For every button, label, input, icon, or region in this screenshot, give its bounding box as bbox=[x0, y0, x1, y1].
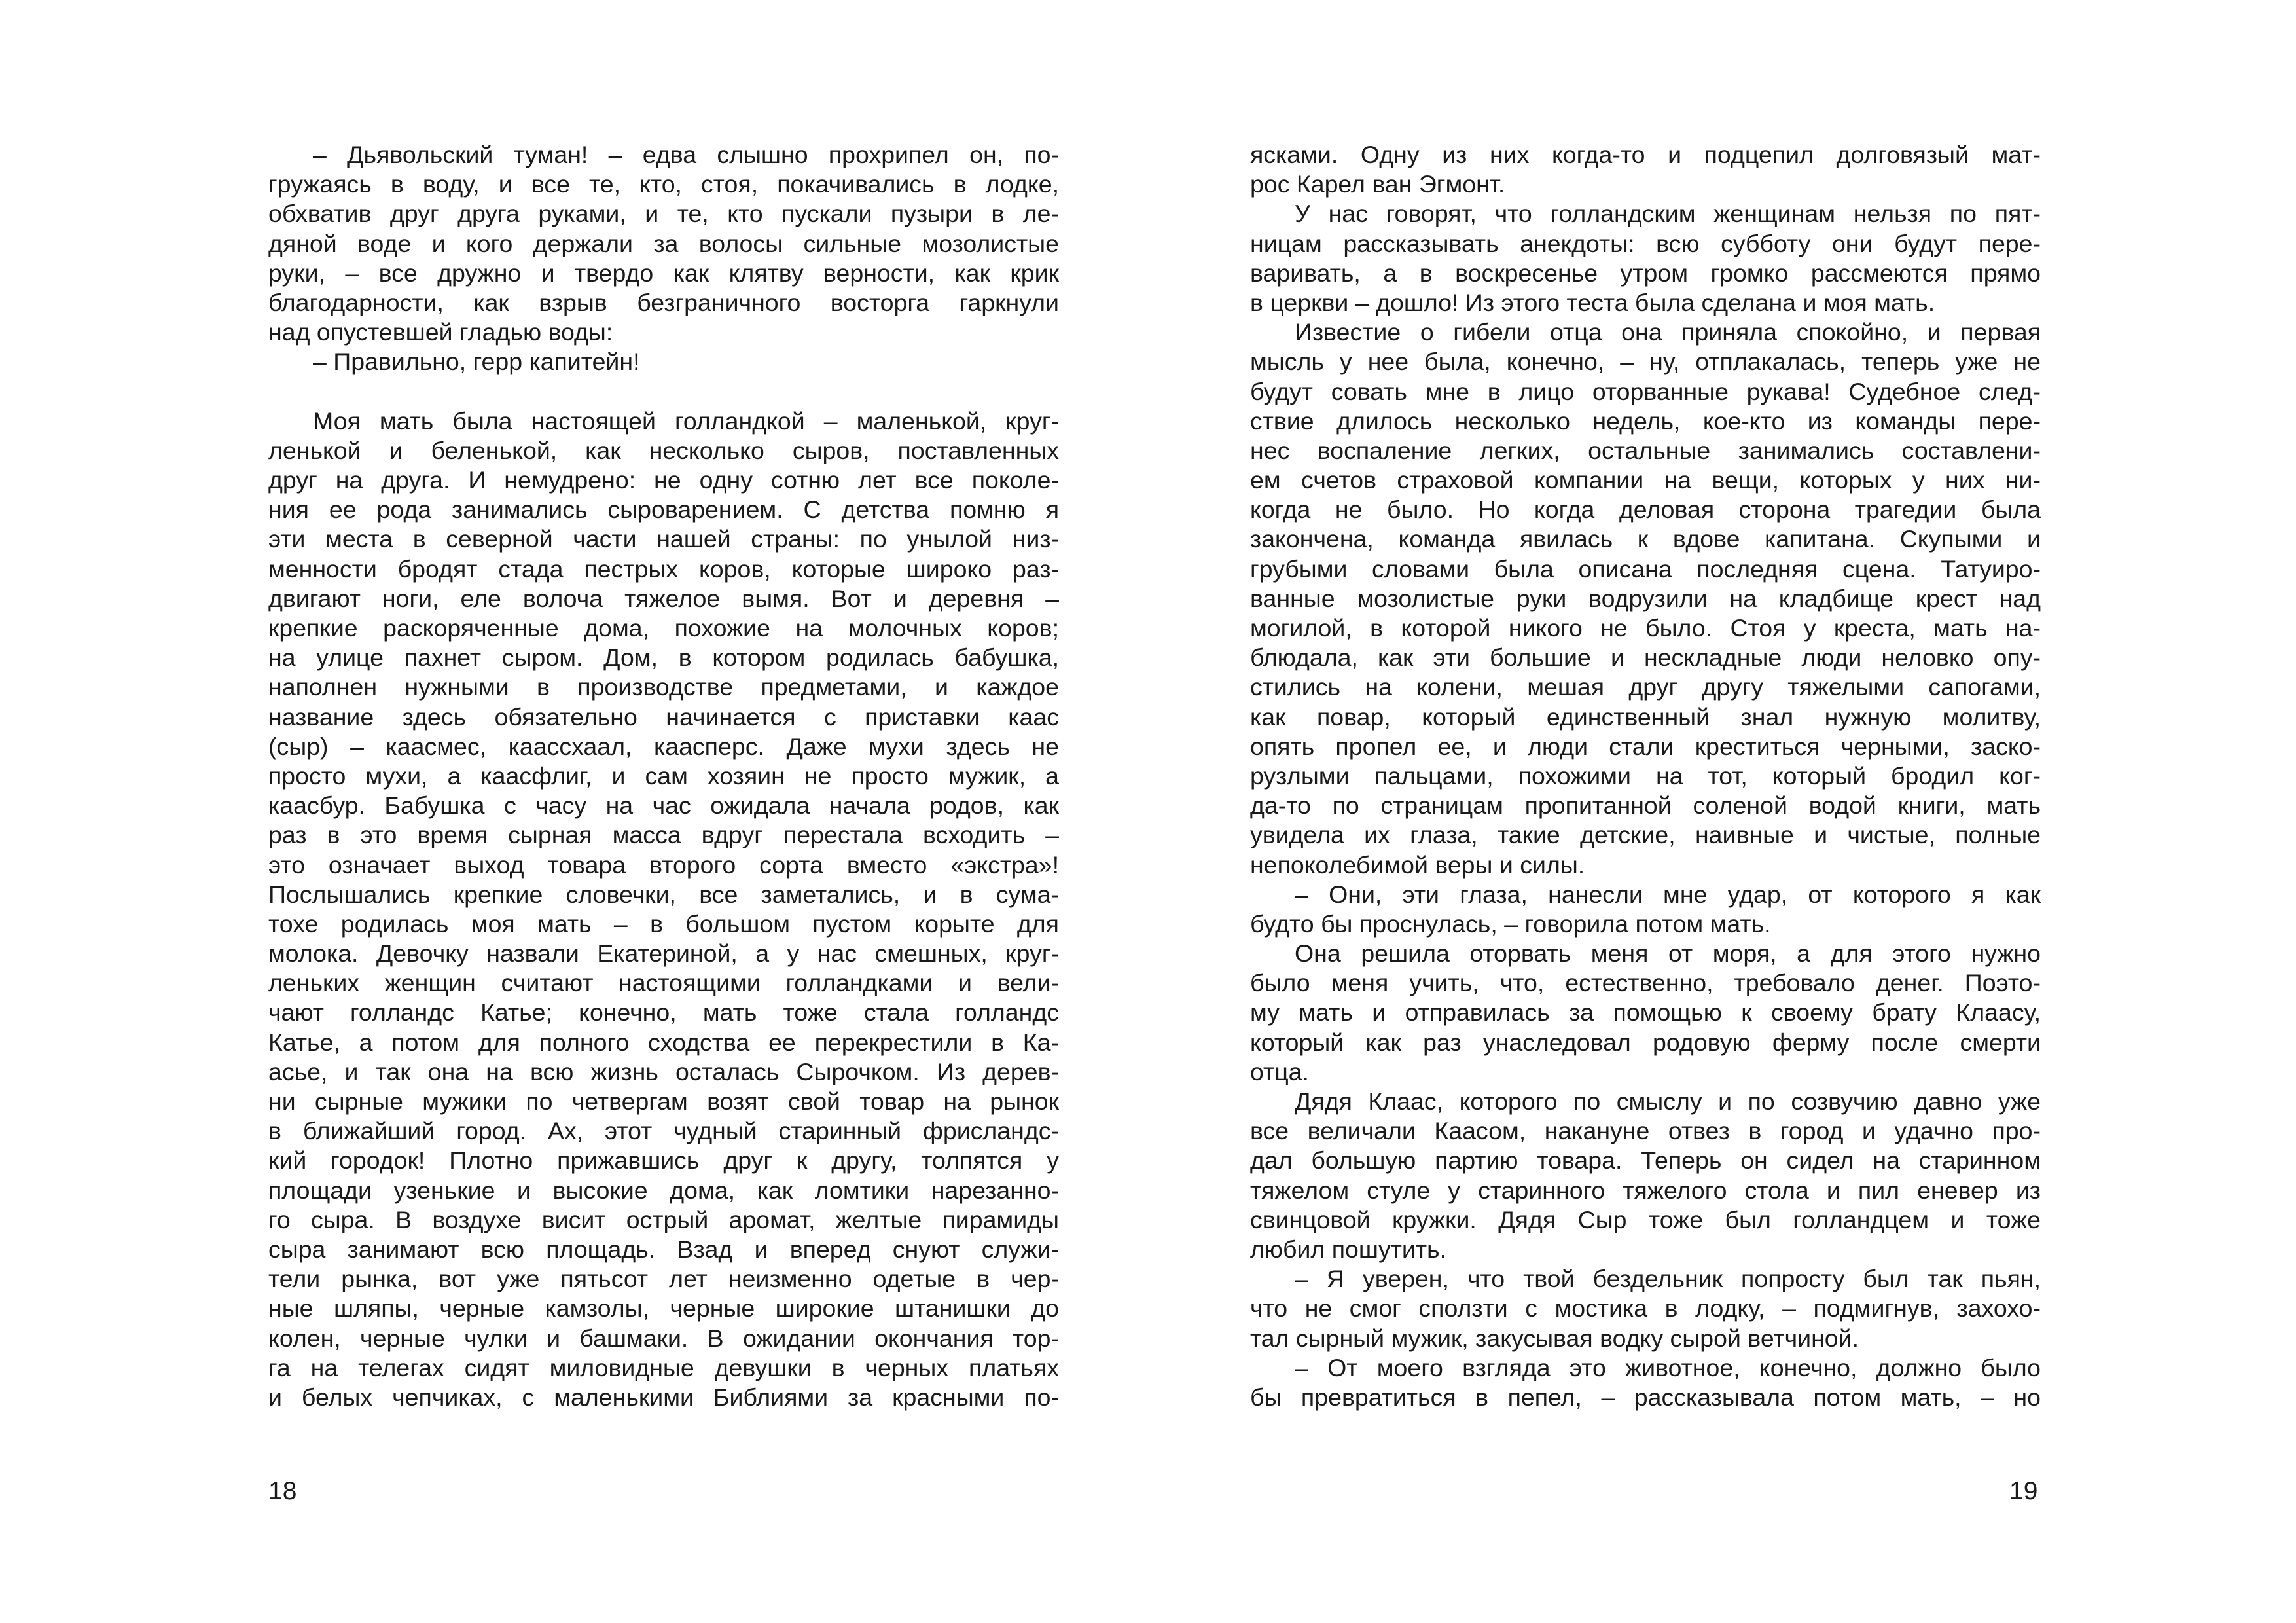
text-line: да-то по страницам пропитанной соленой водой книги, мать bbox=[1250, 792, 2041, 820]
text-line: асье, и так она на всю жизнь осталась Сырочком. Из дерев- bbox=[268, 1057, 1059, 1085]
text-line: раз в это время сырная масса вдруг перестала всходить – bbox=[268, 821, 1059, 849]
text-line: Катье, а потом для полного сходства ее перекрестили в Ка- bbox=[268, 1028, 1059, 1056]
text-line: рос Карел ван Эгмонт. bbox=[1250, 170, 1505, 198]
text-line: леньких женщин считают настоящими голландками и вели- bbox=[268, 969, 1059, 997]
text-line: молока. Девочку назвали Екатериной, а у нас смешных, круг- bbox=[268, 939, 1059, 968]
text-line: ни сырные мужики по четвергам возят свой товар на рынок bbox=[268, 1087, 1059, 1115]
text-line: – Правильно, герр капитейн! bbox=[313, 348, 640, 376]
text-line: и белых чепчиках, с маленькими Библиями за красными по- bbox=[268, 1383, 1059, 1411]
left-page-text bbox=[268, 140, 1059, 1412]
text-line: (сыр) – каасмес, каассхаал, каасперс. Даже мухи здесь не bbox=[268, 732, 1059, 760]
text-line: дал большую партию товара. Теперь он сидел на старинном bbox=[1250, 1146, 2041, 1175]
paragraph-gap bbox=[268, 377, 1059, 407]
text-line: га на телегах сидят миловидные девушки в черных платьях bbox=[268, 1353, 1059, 1381]
text-line: мысль у нее была, конечно, – ну, отплакалась, теперь уже не bbox=[1250, 348, 2041, 376]
text-line: руки, – все дружно и твердо как клятву верности, как крик bbox=[268, 259, 1059, 287]
text-line: закончена, команда явилась к вдове капитана. Скупыми и bbox=[1250, 525, 2041, 553]
right-page-number: 19 bbox=[2009, 1477, 2038, 1505]
left-page bbox=[268, 140, 1059, 1412]
text-line: на улице пахнет сыром. Дом, в котором родилась бабушка, bbox=[268, 644, 1059, 672]
text-line: двигают ноги, еле волоча тяжелое вымя. Вот и деревня – bbox=[268, 584, 1059, 612]
text-line: что не смог сползти с мостика в лодку, – подмигнув, захохо- bbox=[1250, 1294, 2041, 1322]
text-line: ницам рассказывать анекдоты: всю субботу они будут пере- bbox=[1250, 229, 2041, 257]
text-line: У нас говорят, что голландским женщинам нельзя по пят- bbox=[1295, 200, 2041, 228]
text-line: Моя мать была настоящей голландкой – маленькой, круг- bbox=[313, 407, 1059, 435]
text-line: любил пошутить. bbox=[1250, 1235, 1446, 1263]
text-line: тяжелом стуле у старинного тяжелого стола и пил еневер из bbox=[1250, 1176, 2041, 1204]
text-line: – Я уверен, что твой бездельник попросту был так пьян, bbox=[1295, 1265, 2041, 1293]
text-line: тохе родилась моя мать – в большом пустом корыте для bbox=[268, 909, 1059, 938]
text-line: как повар, который единственный знал нужную молитву, bbox=[1250, 702, 2041, 731]
right-page bbox=[1250, 140, 2041, 1412]
text-line: Послышались крепкие словечки, все заметались, и в сума- bbox=[268, 880, 1059, 908]
text-line: будто бы проснулась, – говорила потом мать. bbox=[1250, 909, 1771, 938]
text-line: эти места в северной части нашей страны: по унылой низ- bbox=[268, 525, 1059, 553]
text-line: ленькой и беленькой, как несколько сыров, поставленных bbox=[268, 436, 1059, 464]
text-line: обхватив друг друга руками, и те, кто пускали пузыри в ле- bbox=[268, 200, 1059, 228]
text-line: ния ее рода занимались сыроварением. С детства помню я bbox=[268, 496, 1059, 524]
text-line: ствие длилось несколько недель, кое-кто из команды пере- bbox=[1250, 407, 2041, 435]
text-line: – От моего взгляда это животное, конечно, должно было bbox=[1295, 1353, 2041, 1381]
text-line: это означает выход товара второго сорта вместо «экстра»! bbox=[268, 850, 1059, 879]
text-line: все величали Каасом, накануне отвез в город и удачно про- bbox=[1250, 1117, 2041, 1145]
text-line: над опустевшей гладью воды: bbox=[268, 318, 613, 346]
text-line: который как раз унаследовал родовую ферму после смерти bbox=[1250, 1028, 2041, 1056]
text-line: – Дьявольский туман! – едва слышно прохрипел он, по- bbox=[313, 141, 1059, 168]
text-line: грубыми словами была описана последняя сцена. Татуиро- bbox=[1250, 555, 2041, 583]
text-line: тели рынка, вот уже пятьсот лет неизменно одетые в чер- bbox=[268, 1265, 1059, 1293]
text-line: увидела их глаза, такие детские, наивные и чистые, полные bbox=[1250, 821, 2041, 849]
text-line: колен, черные чулки и башмаки. В ожидании окончания тор- bbox=[268, 1324, 1059, 1352]
left-page-number: 18 bbox=[268, 1477, 297, 1505]
text-line: могилой, в которой никого не было. Стоя у креста, мать на- bbox=[1250, 614, 2041, 642]
text-line: ясками. Одну из них когда-то и подцепил долговязый мат- bbox=[1250, 141, 2041, 168]
text-line: гружаясь в воду, и все те, кто, стоя, покачивались в лодке, bbox=[268, 170, 1059, 198]
text-line: Известие о гибели отца она приняла спокойно, и первая bbox=[1295, 318, 2041, 346]
text-line: рузлыми пальцами, похожими на тот, который бродил ког- bbox=[1250, 761, 2041, 790]
text-line: нес воспаление легких, остальные занимались составлени- bbox=[1250, 436, 2041, 464]
text-line: сыра занимают всю площадь. Взад и вперед снуют служи- bbox=[268, 1235, 1059, 1263]
text-line: Она решила оторвать меня от моря, а для этого нужно bbox=[1295, 939, 2041, 968]
text-line: в ближайший город. Ах, этот чудный старинный фрисландс- bbox=[268, 1117, 1059, 1145]
text-line: опять пропел ее, и люди стали креститься черными, заско- bbox=[1250, 732, 2041, 760]
text-line: стились на колени, мешая друг другу тяжелыми сапогами, bbox=[1250, 673, 2041, 701]
text-line: – Они, эти глаза, нанесли мне удар, от которого я как bbox=[1295, 880, 2041, 908]
text-line: менности бродят стада пестрых коров, которые широко раз- bbox=[268, 555, 1059, 583]
text-line: варивать, а в воскресенье утром громко рассмеются прямо bbox=[1250, 259, 2041, 287]
text-line: в церкви – дошло! Из этого теста была сделана и моя мать. bbox=[1250, 288, 1935, 316]
text-line: го сыра. В воздухе висит острый аромат, желтые пирамиды bbox=[268, 1205, 1059, 1233]
text-line: благодарности, как взрыв безграничного восторга гаркнули bbox=[268, 288, 1059, 316]
right-page-text bbox=[1250, 140, 2041, 1412]
text-line: каасбур. Бабушка с часу на час ожидала начала родов, как bbox=[268, 792, 1059, 820]
text-line: крепкие раскоряченные дома, похожие на молочных коров; bbox=[268, 614, 1059, 642]
text-line: будут совать мне в лицо оторванные рукава! Судебное след- bbox=[1250, 377, 2041, 405]
text-line: чают голландс Катье; конечно, мать тоже стала голландс bbox=[268, 998, 1059, 1027]
text-line: ные шляпы, черные камзолы, черные широкие штанишки до bbox=[268, 1294, 1059, 1322]
text-line: название здесь обязательно начинается с приставки каас bbox=[268, 702, 1059, 731]
text-line: друг на друга. И немудрено: не одну сотню лет все поколе- bbox=[268, 466, 1059, 494]
text-line: было меня учить, что, естественно, требовало денег. Поэто- bbox=[1250, 969, 2041, 997]
text-line: просто мухи, а каасфлиг, и сам хозяин не просто мужик, а bbox=[268, 761, 1059, 790]
text-line: блюдала, как эти большие и нескладные люди неловко опу- bbox=[1250, 644, 2041, 672]
text-line: когда не было. Но когда деловая сторона трагедии была bbox=[1250, 496, 2041, 524]
text-line: кий городок! Плотно прижавшись друг к другу, толпятся у bbox=[268, 1146, 1059, 1175]
text-line: му мать и отправилась за помощью к своему брату Клаасу, bbox=[1250, 998, 2041, 1027]
text-line: свинцовой кружки. Дядя Сыр тоже был голландцем и тоже bbox=[1250, 1205, 2041, 1233]
text-line: бы превратиться в пепел, – рассказывала потом мать, – но bbox=[1250, 1383, 2041, 1411]
text-line: площади узенькие и высокие дома, как ломтики нарезанно- bbox=[268, 1176, 1059, 1204]
text-line: ванные мозолистые руки водрузили на кладбище крест над bbox=[1250, 584, 2041, 612]
text-line: отца. bbox=[1250, 1057, 1309, 1085]
text-line: непоколебимой веры и силы. bbox=[1250, 850, 1585, 879]
text-line: наполнен нужными в производстве предметами, и каждое bbox=[268, 673, 1059, 701]
text-line: тал сырный мужик, закусывая водку сырой ветчиной. bbox=[1250, 1324, 1859, 1352]
text-line: ем счетов страховой компании на вещи, которых у них ни- bbox=[1250, 466, 2041, 494]
text-line: дяной воде и кого держали за волосы сильные мозолистые bbox=[268, 229, 1059, 257]
text-line: Дядя Клаас, которого по смыслу и по созвучию давно уже bbox=[1295, 1087, 2041, 1115]
